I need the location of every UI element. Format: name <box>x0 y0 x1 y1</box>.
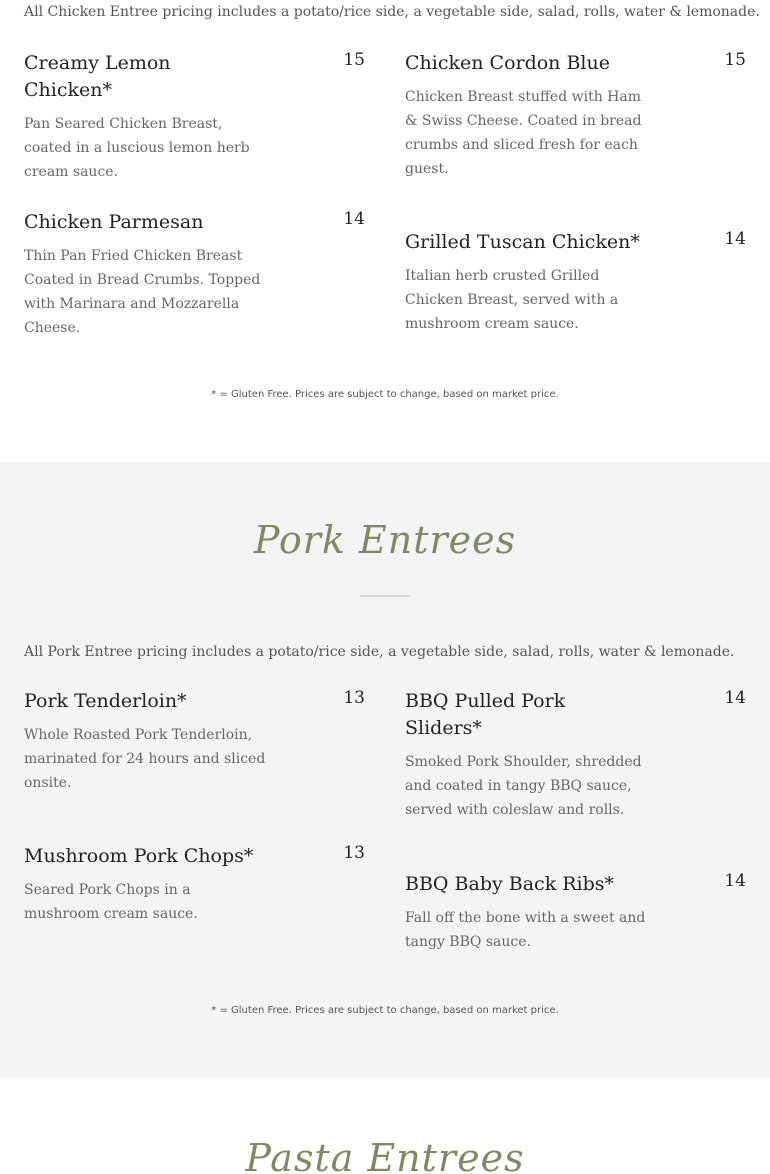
menu-item-name: Chicken Cordon Blue <box>405 52 610 74</box>
menu-item-description: Whole Roasted Pork Tenderloin, marinated for 24 hours and sliced onsite. <box>24 727 266 791</box>
menu-item-name: BBQ Baby Back Ribs* <box>405 873 615 895</box>
menu-item <box>24 209 365 340</box>
chicken-entrees-section <box>0 0 770 462</box>
menu-item-name: Chicken Parmesan <box>24 211 204 233</box>
menu-item-price: 13 <box>343 688 365 708</box>
menu-item-price: 14 <box>724 688 746 708</box>
menu-item-description: Smoked Pork Shoulder, shredded and coated in tangy BBQ sauce, served with coleslaw and rolls. <box>405 754 642 818</box>
menu-item-name: Mushroom Pork Chops* <box>24 845 254 867</box>
menu-item-price: 15 <box>343 50 365 70</box>
gluten-free-footnote: * = Gluten Free. Prices are subject to change, based on market price. <box>211 389 559 400</box>
menu-item-name: Grilled Tuscan Chicken* <box>405 231 640 253</box>
menu-item <box>405 50 746 181</box>
menu-item <box>24 50 365 184</box>
menu-item <box>405 229 746 336</box>
menu-item-name: Pork Tenderloin* <box>24 690 187 712</box>
chicken-pricing-note: All Chicken Entree pricing includes a potato/rice side, a vegetable side, salad, rolls, water & lemonade. <box>24 4 760 20</box>
menu-item-description: Seared Pork Chops in a mushroom cream sauce. <box>24 882 198 922</box>
menu-item <box>405 688 746 822</box>
menu-item-description: Pan Seared Chicken Breast, coated in a luscious lemon herb cream sauce. <box>24 116 250 180</box>
pork-entrees-section <box>0 462 770 1078</box>
menu-item-description: Thin Pan Fried Chicken Breast Coated in Bread Crumbs. Topped with Marinara and Mozzarella Cheese. <box>24 248 261 336</box>
menu-item-description: Fall off the bone with a sweet and tangy BBQ sauce. <box>405 910 646 950</box>
menu-item-description: Chicken Breast stuffed with Ham & Swiss Cheese. Coated in bread crumbs and sliced fresh for each guest. <box>405 89 642 177</box>
menu-item <box>24 843 365 926</box>
menu-item <box>24 688 365 795</box>
pasta-entrees-section <box>0 1078 770 1174</box>
pork-pricing-note: All Pork Entree pricing includes a potato/rice side, a vegetable side, salad, rolls, water & lemonade. <box>24 644 735 660</box>
menu-item-price: 15 <box>724 50 746 70</box>
title-divider <box>360 595 410 597</box>
menu-item-name: Creamy Lemon Chicken* <box>24 52 171 101</box>
section-title: Pasta Entrees <box>245 1136 525 1174</box>
menu-item-price: 14 <box>724 229 746 249</box>
section-title: Pork Entrees <box>253 518 517 562</box>
menu-item-description: Italian herb crusted Grilled Chicken Breast, served with a mushroom cream sauce. <box>405 268 619 332</box>
menu-item <box>405 871 746 954</box>
menu-item-name: BBQ Pulled Pork Sliders* <box>405 690 566 739</box>
menu-item-price: 13 <box>343 843 365 863</box>
gluten-free-footnote: * = Gluten Free. Prices are subject to change, based on market price. <box>211 1005 559 1016</box>
menu-item-price: 14 <box>724 871 746 891</box>
menu-item-price: 14 <box>343 209 365 229</box>
